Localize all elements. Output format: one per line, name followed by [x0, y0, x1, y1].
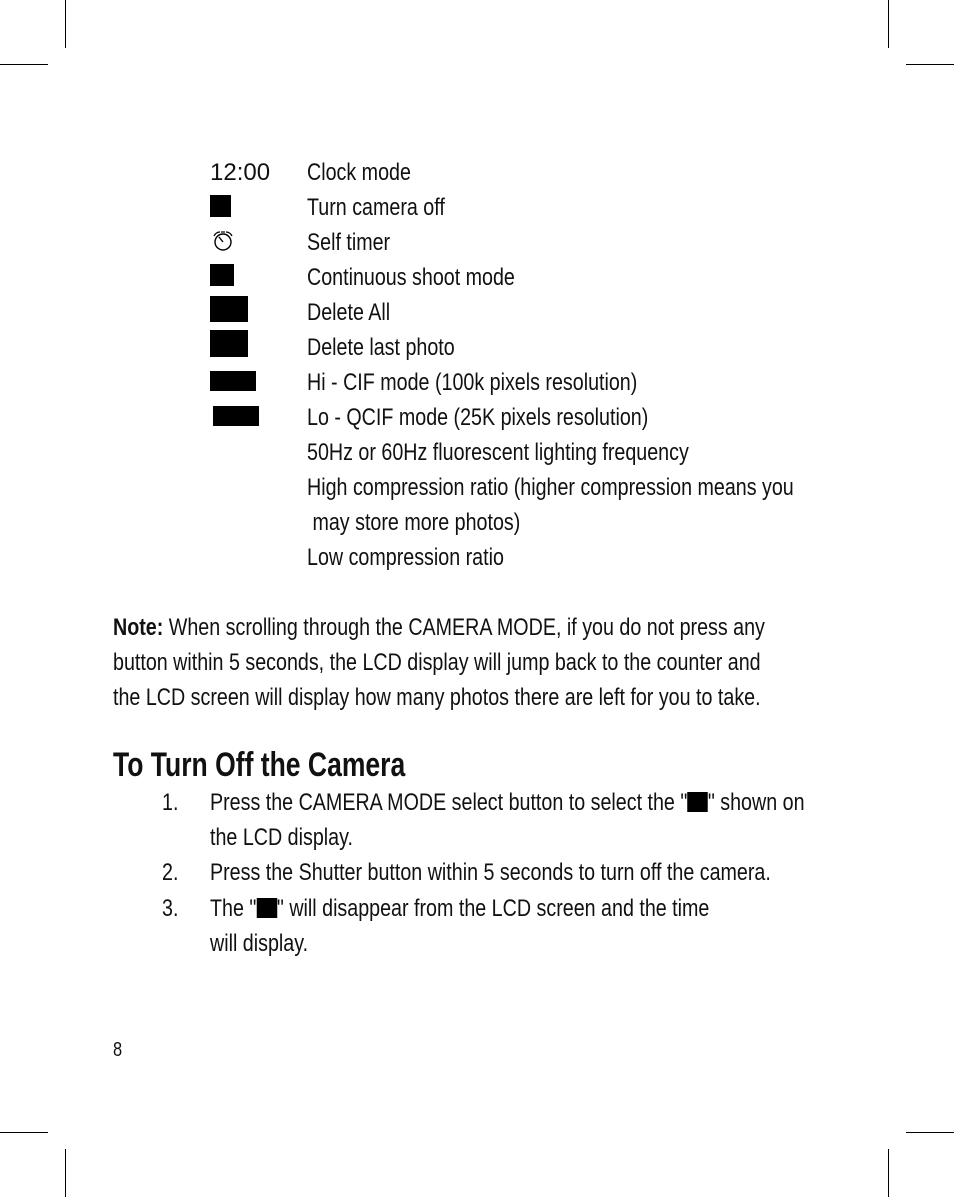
- black-box-icon: [210, 330, 248, 357]
- crop-mark: [0, 64, 48, 65]
- step-number: 3.: [162, 895, 179, 922]
- black-box-icon: [210, 296, 248, 322]
- mode-label: Self timer: [307, 229, 391, 256]
- mode-row-delete-all: [0, 295, 954, 330]
- section-heading: To Turn Off the Camera: [113, 746, 406, 784]
- step-number: 1.: [162, 789, 179, 816]
- mode-label: Hi - CIF mode (100k pixels resolution): [307, 369, 638, 396]
- mode-label: Lo - QCIF mode (25K pixels resolution): [307, 404, 649, 431]
- crop-mark: [65, 1149, 66, 1197]
- step-text: will display.: [210, 930, 309, 957]
- crop-mark: [906, 1132, 954, 1133]
- mode-row-hi: [0, 365, 954, 400]
- mode-label: 50Hz or 60Hz fluorescent lighting frequency: [307, 439, 689, 466]
- step-text: the LCD display.: [210, 824, 353, 851]
- crop-mark: [888, 1149, 889, 1197]
- crop-mark: [65, 0, 66, 48]
- black-box-icon: [210, 264, 234, 286]
- black-box-icon: [687, 792, 708, 812]
- self-timer-icon: [211, 230, 235, 252]
- step-number: 2.: [162, 859, 179, 886]
- mode-row-high-compression: [0, 470, 954, 505]
- mode-row-delete-last: [0, 330, 954, 365]
- mode-row-frequency: [0, 435, 954, 470]
- black-box-icon: [210, 195, 231, 217]
- step-text-part: Press the CAMERA MODE select button to select the ": [210, 789, 688, 816]
- mode-row-off: [0, 190, 954, 225]
- mode-label: Clock mode: [307, 159, 411, 186]
- step-text-part: The ": [210, 895, 257, 922]
- crop-mark: [906, 64, 954, 65]
- clock-symbol: 12:00: [210, 159, 271, 186]
- mode-label: Delete last photo: [307, 334, 455, 361]
- mode-label: Low compression ratio: [307, 544, 504, 571]
- step-text-part: " will disappear from the LCD screen and the time: [276, 895, 710, 922]
- page-number: 8: [113, 1039, 123, 1061]
- black-box-icon: [210, 371, 256, 391]
- black-box-icon: [256, 898, 277, 918]
- mode-row-high-compression-cont: [0, 505, 954, 540]
- mode-row-timer: [0, 225, 954, 260]
- mode-row-continuous: [0, 260, 954, 295]
- note-text: When scrolling through the CAMERA MODE, if you do not press any: [163, 614, 765, 641]
- step-text: [210, 785, 805, 820]
- step-text: Press the Shutter button within 5 seconds to turn off the camera.: [210, 859, 771, 886]
- mode-label: Continuous shoot mode: [307, 264, 515, 291]
- note-line: button within 5 seconds, the LCD display will jump back to the counter and: [113, 649, 761, 676]
- crop-mark: [888, 0, 889, 48]
- mode-label: High compression ratio (higher compression means you: [307, 474, 794, 501]
- mode-row-low-compression: [0, 540, 954, 575]
- note-line: the LCD screen will display how many photos there are left for you to take.: [113, 684, 761, 711]
- mode-row-lo: [0, 400, 954, 435]
- note-line: [113, 610, 765, 645]
- black-box-icon: [213, 406, 259, 426]
- mode-label: Delete All: [307, 299, 391, 326]
- mode-label: Turn camera off: [307, 194, 445, 221]
- mode-label: may store more photos): [307, 509, 521, 536]
- step-text-part: " shown on: [707, 789, 805, 816]
- crop-mark: [0, 1132, 48, 1133]
- note-label: Note:: [113, 614, 164, 641]
- step-text: [210, 891, 709, 926]
- mode-row-clock: [0, 155, 954, 190]
